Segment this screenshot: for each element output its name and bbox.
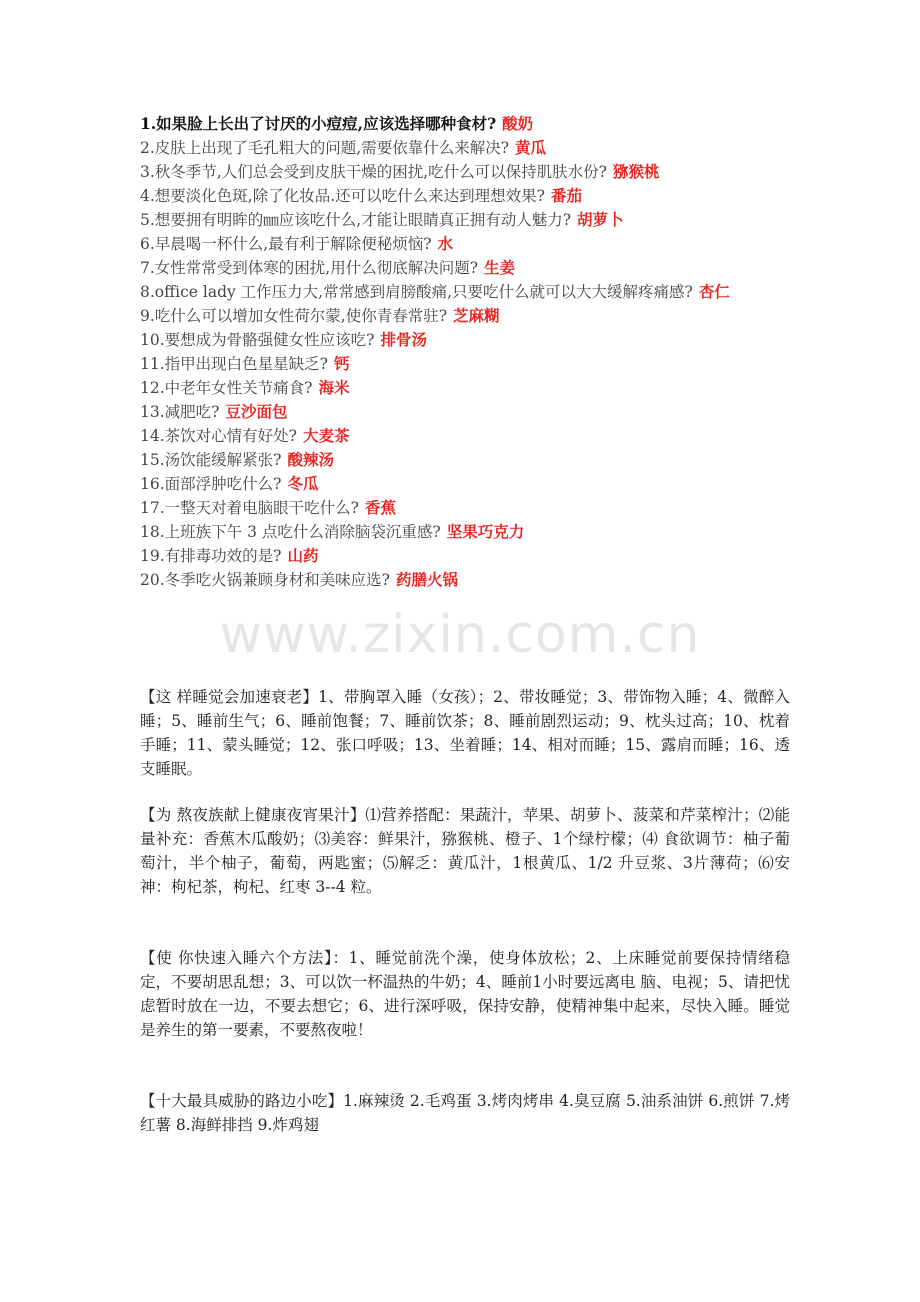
answer-text: 药膳火锅 xyxy=(395,571,458,589)
question-text: 8.office lady 工作压力大,常常感到肩膀酸痛,只要吃什么就可以大大缓解疼痛感? xyxy=(140,283,693,301)
question-text: 5.想要拥有明眸的㎜应该吃什么,才能让眼睛真正拥有动人魅力? xyxy=(140,211,572,229)
qa-item xyxy=(140,112,790,136)
question-text: 10.要想成为骨骼强健女性应该吃? xyxy=(140,331,375,349)
question-text: 2.皮肤上出现了毛孔粗大的问题,需要依靠什么来解决? xyxy=(140,139,510,157)
qa-item xyxy=(140,448,790,472)
qa-item xyxy=(140,136,790,160)
answer-text: 海米 xyxy=(318,379,350,397)
qa-item xyxy=(140,568,790,592)
question-text: 14.茶饮对心情有好处? xyxy=(140,427,297,445)
qa-item xyxy=(140,424,790,448)
question-text: 3.秋冬季节,人们总会受到皮肤干燥的困扰,吃什么可以保持肌肤水份? xyxy=(140,163,607,181)
qa-item xyxy=(140,376,790,400)
qa-item xyxy=(140,520,790,544)
question-text: 1.如果脸上长出了讨厌的小痘痘,应该选择哪种食材? xyxy=(140,114,497,133)
qa-item xyxy=(140,544,790,568)
qa-item xyxy=(140,496,790,520)
question-text: 18.上班族下午 3 点吃什么消除脑袋沉重感? xyxy=(140,523,441,541)
qa-item xyxy=(140,280,790,304)
answer-text: 香蕉 xyxy=(364,499,396,517)
qa-item xyxy=(140,352,790,376)
question-text: 4.想要淡化色斑,除了化妆品.还可以吃什么来达到理想效果? xyxy=(140,187,545,205)
qa-item xyxy=(140,472,790,496)
answer-text: 冬瓜 xyxy=(287,475,319,493)
answer-text: 水 xyxy=(437,235,454,253)
watermark: www.zixin.com.cn xyxy=(219,605,701,665)
qa-item xyxy=(140,256,790,280)
answer-text: 酸辣汤 xyxy=(287,451,334,469)
qa-item xyxy=(140,328,790,352)
question-text: 9.吃什么可以增加女性荷尔蒙,使你青春常驻? xyxy=(140,307,448,325)
qa-item xyxy=(140,184,790,208)
question-text: 19.有排毒功效的是? xyxy=(140,547,282,565)
question-text: 17.一整天对着电脑眼干吃什么? xyxy=(140,499,359,517)
answer-text: 山药 xyxy=(287,547,319,565)
answer-text: 番茄 xyxy=(550,187,582,205)
night-juice-paragraph: 【为 熬夜族献上健康夜宵果汁】⑴营养搭配：果蔬汁，苹果、胡萝卜、菠菜和芹菜榨汁；⑵能量补充：香蕉木瓜酸奶；⑶美容：鲜果汁，猕猴桃、橙子、1个绿柠檬；⑷ 食欲调节：柚子葡萄汁，半个柚子，葡萄，两匙蜜；⑸解乏：黄瓜汁，1根黄瓜、1/2 升豆浆、3片薄荷；⑹安神：枸杞茶，枸杞、红枣 3--4 粒。 xyxy=(140,806,790,896)
qa-item xyxy=(140,400,790,424)
question-text: 16.面部浮肿吃什么? xyxy=(140,475,282,493)
qa-list xyxy=(140,112,790,592)
qa-item xyxy=(140,304,790,328)
question-text: 12.中老年女性关节痛食? xyxy=(140,379,313,397)
qa-item xyxy=(140,232,790,256)
sleep-aging-paragraph: 【这 样睡觉会加速衰老】1、带胸罩入睡（女孩）；2、带妆睡觉；3、带饰物入睡；4、微醉入睡；5、睡前生气；6、睡前饱餐；7、睡前饮茶；8、睡前剧烈运动；9、枕头过高；10、枕着手睡；11、蒙头睡觉；12、张口呼吸；13、坐着睡；14、相对而睡；15、露肩而睡；16、透支睡眠。 xyxy=(140,688,790,778)
question-text: 6.早晨喝一杯什么,最有利于解除便秘烦恼? xyxy=(140,235,432,253)
question-text: 7.女性常常受到体寒的困扰,用什么彻底解决问题? xyxy=(140,259,479,277)
answer-text: 大麦茶 xyxy=(302,427,350,445)
answer-text: 钙 xyxy=(333,355,350,373)
answer-text: 芝麻糊 xyxy=(453,307,500,325)
fast-sleep-paragraph: 【使 你快速入睡六个方法】：1、睡觉前洗个澡，使身体放松；2、上床睡觉前要保持情绪稳定，不要胡思乱想；3、可以饮一杯温热的牛奶；4、睡前1小时要远离电 脑、电视；5、请把忧虑暂时放在一边，不要去想它；6、进行深呼吸，保持安静，使精神集中起来，尽快入睡。睡觉是养生的第一要素，不要熬夜啦！ xyxy=(140,949,790,1039)
street-snacks-paragraph: 【十大最具威胁的路边小吃】1.麻辣烫 2.毛鸡蛋 3.烤肉烤串 4.臭豆腐 5.油系油饼 6.煎饼 7.烤红薯 8.海鲜排挡 9.炸鸡翅 xyxy=(140,1092,790,1134)
answer-text: 黄瓜 xyxy=(515,139,547,157)
qa-item xyxy=(140,208,790,232)
answer-text: 酸奶 xyxy=(502,115,534,133)
question-text: 11.指甲出现白色星星缺乏? xyxy=(140,355,328,373)
question-text: 15.汤饮能缓解紧张? xyxy=(140,451,282,469)
answer-text: 猕猴桃 xyxy=(612,163,660,181)
answer-text: 胡萝卜 xyxy=(577,211,624,229)
answer-text: 生姜 xyxy=(484,259,516,277)
answer-text: 坚果巧克力 xyxy=(446,523,525,541)
question-text: 20.冬季吃火锅兼顾身材和美味应选? xyxy=(140,571,390,589)
qa-item xyxy=(140,160,790,184)
answer-text: 杏仁 xyxy=(698,283,730,301)
question-text: 13.减肥吃? xyxy=(140,403,220,421)
answer-text: 豆沙面包 xyxy=(225,403,288,421)
answer-text: 排骨汤 xyxy=(380,331,427,349)
